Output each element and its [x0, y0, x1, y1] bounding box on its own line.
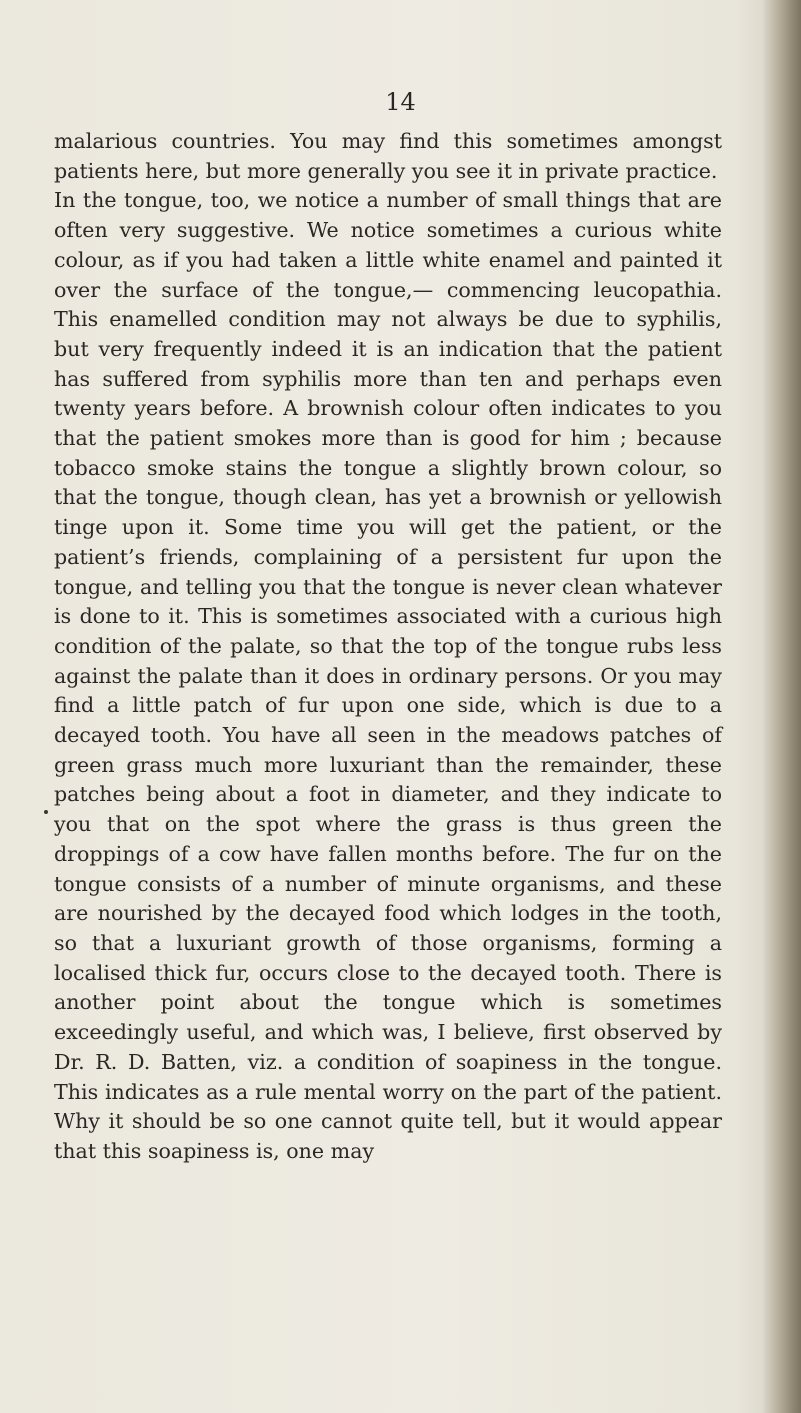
body-text [54, 127, 722, 1167]
margin-mark [44, 810, 48, 814]
paragraph-2: In the tongue, too, we notice a number of small things that are often very suggestive. We notice sometimes a curious white colour, as if you had taken a little white enamel and painted it over the surface of the tongue,— commencing leucopathia. This enamelled condition may not always be due to syphilis, but very frequently indeed it is an indication that the patient has suffered from syphilis more than ten and perhaps even twenty years before. A brownish colour often indicates to you that the patient smokes more than is good for him ; because tobacco smoke stains the tongue a slightly brown colour, so that the tongue, though clean, has yet a brownish or yellowish tinge upon it. Some time you will get the patient, or the patient’s friends, complaining of a persistent fur upon the tongue, and telling you that the tongue is never clean whatever is done to it. This is sometimes associated with a curious high condition of the palate, so that the top of the tongue rubs less against the palate than it does in ordinary persons. Or you may find a little patch of fur upon one side, which is due to a decayed tooth. You have all seen in the meadows patches of green grass much more luxuriant than the remainder, these patches being about a foot in diameter, and they indicate to you that on the spot where the grass is thus green the droppings of a cow have fallen months before. The fur on the tongue consists of a number of minute organisms, and these are nourished by the decayed food which lodges in the tooth, so that a luxuriant growth of those organisms, forming a localised thick fur, occurs close to the decayed tooth. There is another point about the tongue which is sometimes exceedingly useful, and which was, I believe, first observed by Dr. R. D. Batten, viz. a condition of soapiness in the tongue. This indicates as a rule mental worry on the part of the patient. Why it should be so one cannot quite tell, but it would appear that this soapiness is, one may [54, 188, 722, 1163]
paragraph-1: malarious countries. You may find this sometimes amongst patients here, but more generally you see it in private practice. [54, 129, 722, 183]
binding-shadow [762, 0, 801, 1413]
page-number: 14 [385, 88, 416, 116]
